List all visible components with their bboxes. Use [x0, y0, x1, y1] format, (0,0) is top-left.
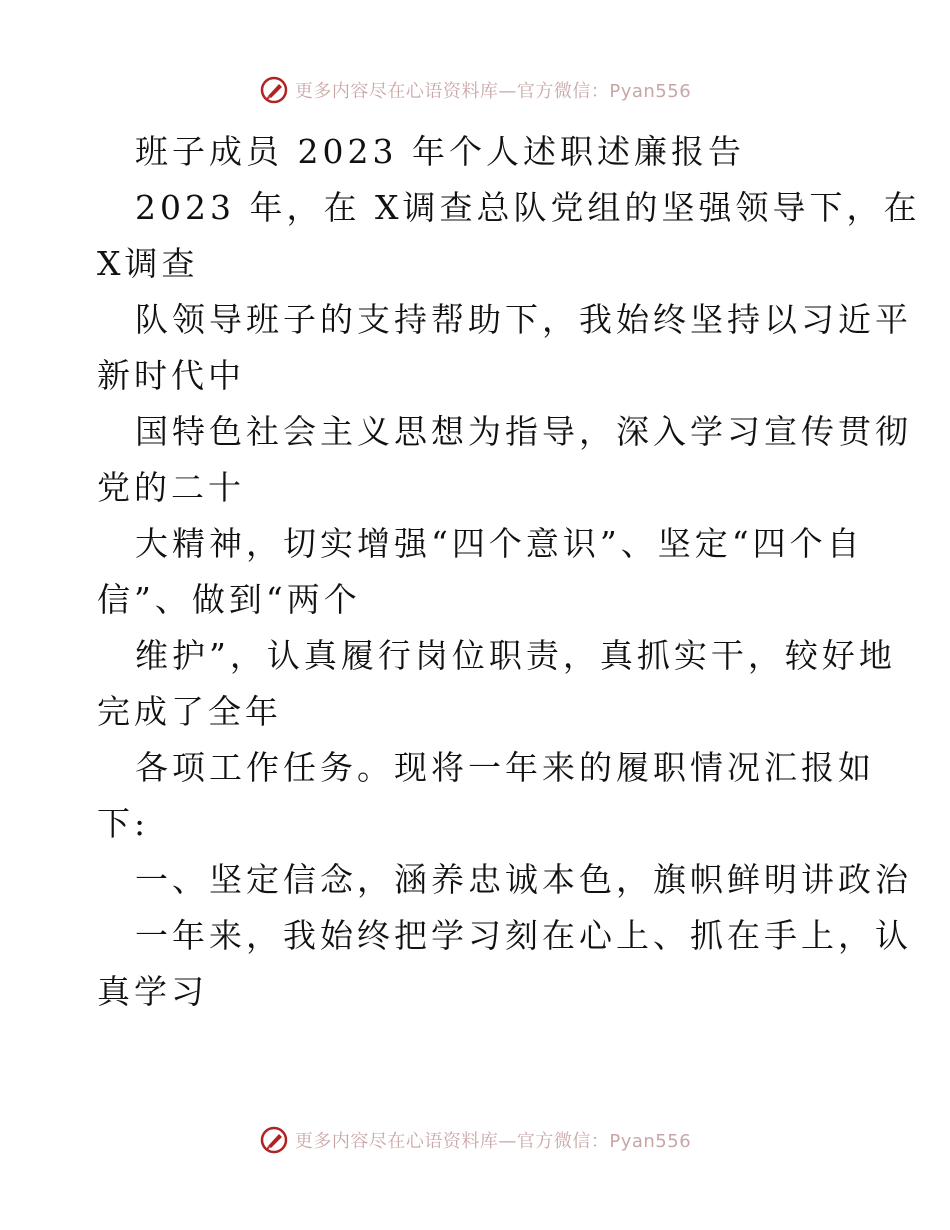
paragraph-line: 2023 年，在 X调查总队党组的坚强领导下，在 [135, 188, 921, 227]
footer-watermark [0, 1120, 950, 1160]
paragraph-line: X调查 [97, 244, 199, 283]
paragraph-line: 党的二十 [97, 468, 245, 507]
paragraph-line: 各项工作任务。现将一年来的履职情况汇报如 [135, 748, 875, 787]
header-watermark [0, 70, 950, 110]
paragraph-line: 大精神，切实增强“四个意识”、坚定“四个自 [135, 524, 864, 563]
paragraph-line: 队领导班子的支持帮助下，我始终坚持以习近平 [135, 300, 912, 339]
watermark-text: 更多内容尽在心语资料库—官方微信：Pyan556 [294, 1131, 692, 1152]
pen-logo-icon [259, 1125, 289, 1155]
paragraph-line: 下: [97, 804, 150, 843]
section-heading: 一、坚定信念，涵养忠诚本色，旗帜鲜明讲政治 [135, 860, 912, 899]
pen-logo-icon [259, 75, 289, 105]
paragraph-line: 新时代中 [97, 356, 245, 395]
paragraph-line: 国特色社会主义思想为指导，深入学习宣传贯彻 [135, 412, 912, 451]
paragraph-line: 完成了全年 [97, 692, 282, 731]
watermark-text: 更多内容尽在心语资料库—官方微信：Pyan556 [294, 81, 692, 102]
document-title: 班子成员 2023 年个人述职述廉报告 [135, 132, 745, 171]
document-body [97, 124, 921, 1020]
paragraph-line: 维护”，认真履行岗位职责，真抓实干，较好地 [135, 636, 896, 675]
paragraph-line: 一年来，我始终把学习刻在心上、抓在手上，认 [135, 916, 912, 955]
paragraph-line: 真学习 [97, 972, 208, 1011]
paragraph-line: 信”、做到“两个 [97, 580, 361, 619]
